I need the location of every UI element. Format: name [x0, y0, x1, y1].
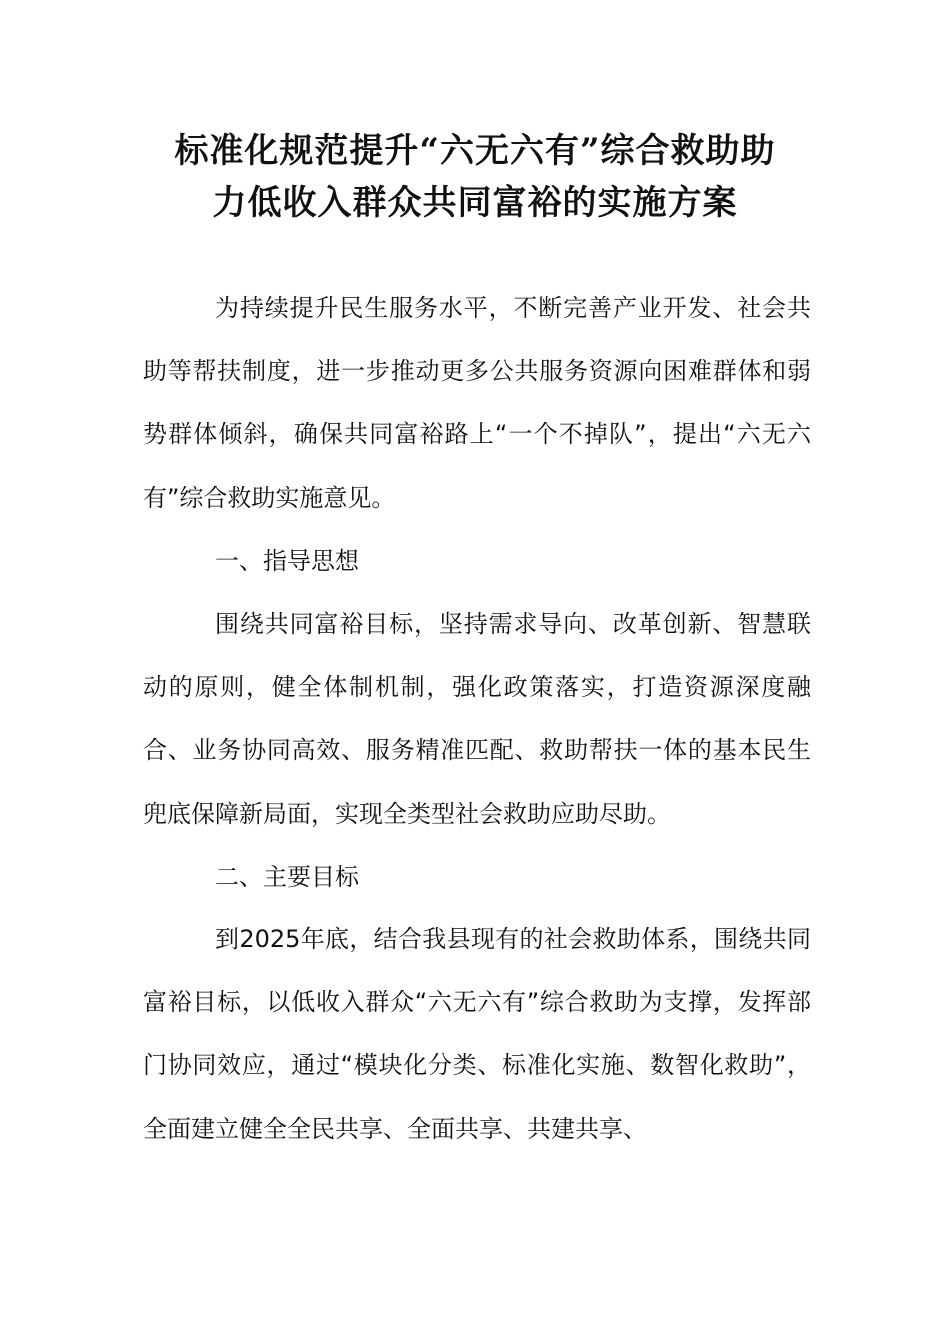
section-heading-guiding-ideology: 一、指导思想 [215, 547, 359, 575]
document-title-line-2: 力低收入群众共同富裕的实施方案 [212, 183, 738, 223]
intro-paragraph: 为持续提升民生服务水平，不断完善产业开发、社会共助等帮扶制度，进一步推动更多公共服务资源向困难群体和弱势群体倾斜，确保共同富裕路上“一个不掉队”，提出“六无六有”综合救助实施意见。 [143, 294, 811, 512]
guiding-ideology-paragraph: 围绕共同富裕目标，坚持需求导向、改革创新、智慧联动的原则，健全体制机制，强化政策落实，打造资源深度融合、业务协同高效、服务精准匹配、救助帮扶一体的基本民生兜底保障新局面，实现全类型社会救助应助尽助。 [143, 610, 811, 828]
document-title-line-1: 标准化规范提升“六无六有”综合救助助 [174, 131, 776, 171]
section-heading-main-goals: 二、主要目标 [215, 863, 359, 891]
main-goals-paragraph: 到2025年底，结合我县现有的社会救助体系，围绕共同富裕目标，以低收入群众“六无六有”综合救助为支撑，发挥部门协同效应，通过“模块化分类、标准化实施、数智化救助”，全面建立健全全民共享、全面共享、共建共享、 [143, 925, 811, 1143]
